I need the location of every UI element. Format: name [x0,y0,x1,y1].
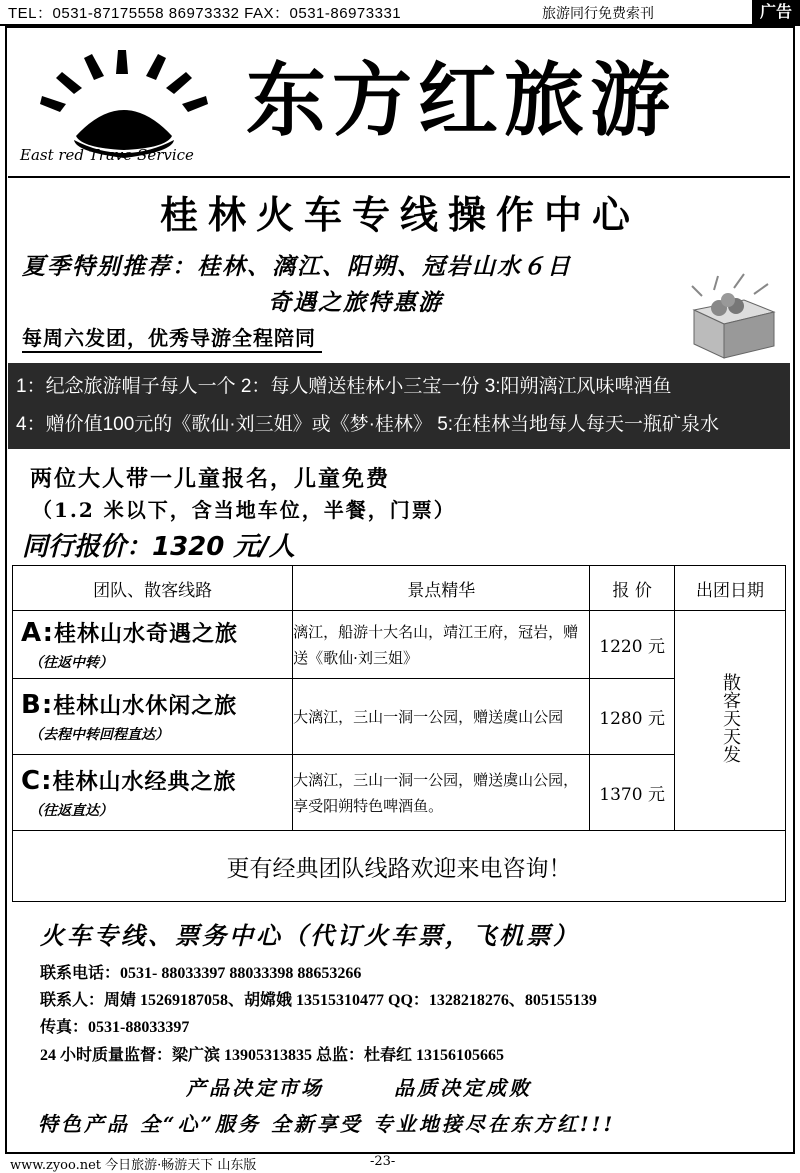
route-letter: B: [21,690,54,720]
bonus-banner [8,363,790,449]
top-bar [0,0,800,26]
route-title: 桂林山水奇遇之旅 [54,621,239,647]
brand-name: 东方红旅游 [246,54,676,147]
route-sub: （往返直达） [29,803,113,819]
kids-line-1: 两位大人带一儿童报名，儿童免费 [30,466,391,492]
contact-person: 联系人：周婧 15269187058、胡嫦娥 13515310477 QQ：1328218276、805155139 [40,992,597,1009]
logo-caption: East red Trave Service [20,146,194,164]
route-cell [13,679,293,755]
table-row [13,755,786,831]
route-title: 桂林山水经典之旅 [52,769,237,795]
route-sub: （往返中转） [29,655,113,671]
spots-cell: 漓江，船游十大名山，靖江王府，冠岩，赠送《歌仙·刘三姐》 [293,611,590,679]
route-name [13,683,292,720]
contact-phone: 联系电话：0531- 88033397 88033398 88653266 [40,965,362,982]
price-cell: 1220 元 [590,611,675,679]
kids-line-2: （1.2 米以下，含当地车位，半餐，门票） [32,498,456,522]
gift-box-icon [684,270,784,360]
divider [8,176,790,178]
peer-price: 同行报价：1320 元/人 [22,532,295,562]
slogan-line-1 [186,1072,532,1101]
daily-cell [674,611,785,831]
route-letter: A: [21,618,55,648]
route-title: 桂林山水休闲之旅 [53,693,238,719]
promo-line-1: 夏季特别推荐：桂林、漓江、阳朔、冠岩山水６日 [22,253,572,280]
bonus-line-2: 4：赠价值100元的《歌仙·刘三姐》或《梦·桂林》 5:在桂林当地每人每天一瓶矿泉水 [16,414,720,435]
route-cell [13,611,293,679]
routes-table [12,565,786,902]
center-title: 桂林火车专线操作中心 [159,192,640,237]
page-number: -23- [370,1154,396,1169]
slogan-b: 品质决定成败 [394,1076,532,1100]
slogan-a: 产品决定市场 [186,1076,324,1100]
ad-label: 广告 [752,0,800,24]
slogan-line-2: 特色产品 全“心”服务 全新享受 专业地接尽在东方红!!! [38,1112,616,1136]
price-cell: 1280 元 [590,679,675,755]
quality-monitor: 24 小时质量监督：梁广滨 13905313835 总监：杜春红 13156105665 [40,1047,505,1064]
tel-fax-text: TEL：0531-87175558 86973332 FAX：0531-86973331 [8,5,402,22]
more-routes-text: 更有经典团队线路欢迎来电咨询！ [13,831,786,902]
header-route: 团队、散客线路 [13,566,293,611]
route-cell [13,755,293,831]
footer-site: www.zyoo.net 今日旅游·畅游天下 山东版 [10,1158,257,1173]
table-header-row [13,566,786,611]
spots-cell: 大漓江，三山一洞一公园，赠送虞山公园 [293,679,590,755]
route-sub: （去程中转回程直达） [29,727,169,743]
spots-cell: 大漓江，三山一洞一公园，赠送虞山公园，享受阳朔特色啤酒鱼。 [293,755,590,831]
contact-fax: 传真：0531-88033397 [40,1019,190,1036]
route-name [13,759,292,796]
train-title: 火车专线、票务中心（代订火车票，飞机票） [40,921,580,950]
header-spots: 景点精华 [293,566,590,611]
route-name [13,611,292,648]
header-price: 报 价 [590,566,675,611]
route-letter: C: [21,766,53,796]
index-text: 旅游同行免费索刊 [542,6,654,22]
bonus-line-1: 1：纪念旅游帽子每人一个 2：每人赠送桂林小三宝一份 3:阳朔漓江风味啤酒鱼 [16,376,672,397]
table-row [13,611,786,679]
table-row [13,831,786,902]
header-date: 出团日期 [674,566,785,611]
promo-line-2: 奇遇之旅特惠游 [268,289,443,316]
promo-line-3: 每周六发团，优秀导游全程陪同 [22,322,322,353]
price-cell: 1370 元 [590,755,675,831]
daily-text: 散客天天发 [719,672,741,763]
table-row [13,679,786,755]
